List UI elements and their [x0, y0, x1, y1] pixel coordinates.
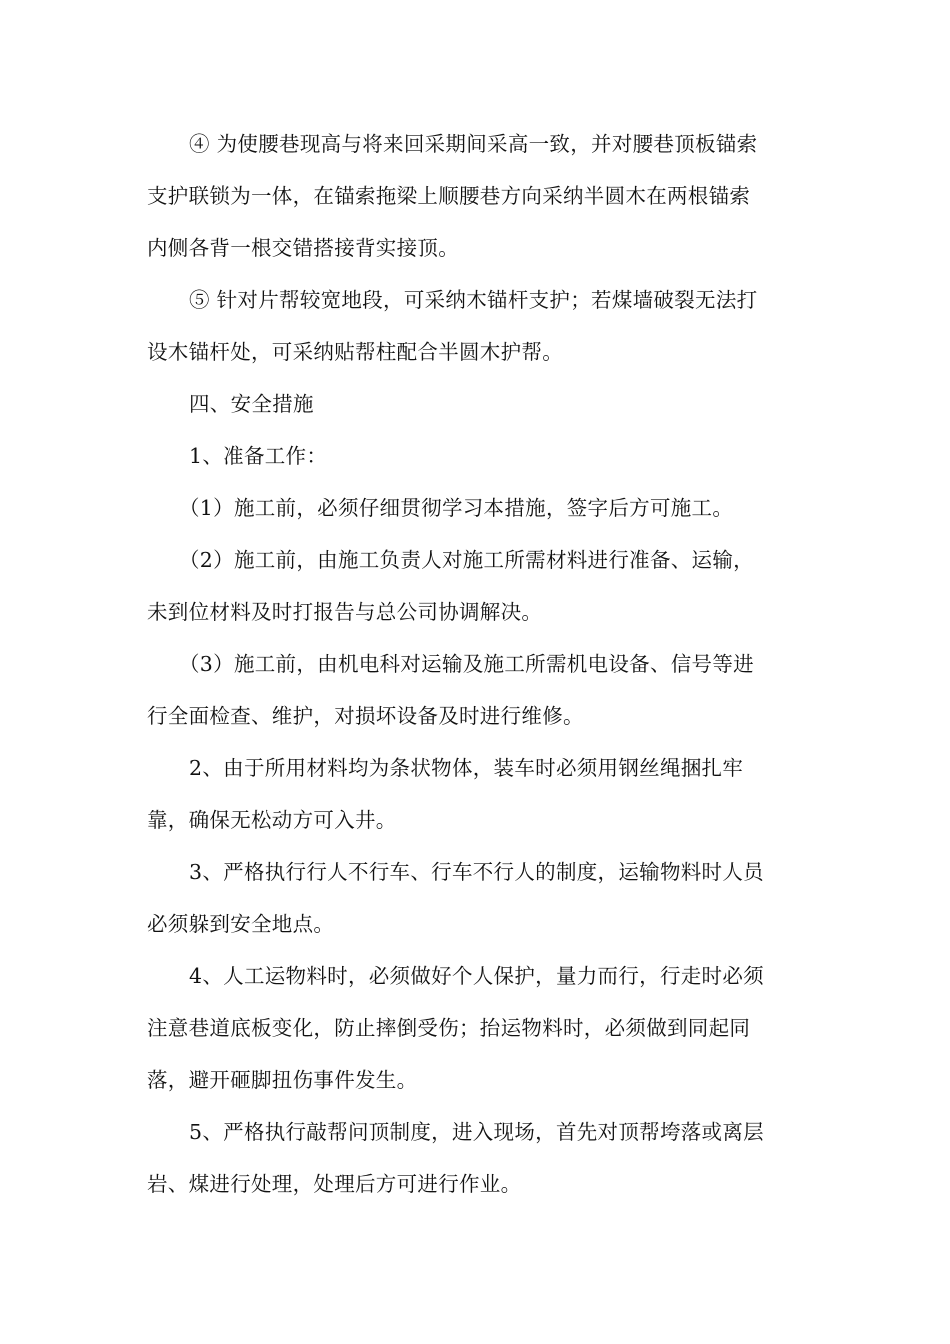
document-body — [147, 118, 807, 1210]
list-item-2 — [147, 534, 807, 638]
text-line: 岩、煤进行处理，处理后方可进行作业。 — [147, 1172, 522, 1196]
list-item-3 — [147, 638, 807, 742]
text-line: ⑤ 针对片帮较宽地段，可采纳木锚杆支护；若煤墙破裂无法打 — [189, 288, 758, 312]
text-line: （2）施工前，由施工负责人对施工所需材料进行准备、运输， — [179, 548, 754, 572]
paragraph-roof-check — [147, 1106, 807, 1210]
text-line: （3）施工前，由机电科对运输及施工所需机电设备、信号等进 — [179, 652, 754, 676]
heading-text: 四、安全措施 — [189, 392, 314, 416]
paragraph-rib-support — [147, 274, 807, 378]
subheading-preparation — [147, 430, 807, 482]
text-line: 设木锚杆处，可采纳贴帮柱配合半圆木护帮。 — [147, 340, 563, 364]
text-line: 内侧各背一根交错搭接背实接顶。 — [147, 236, 459, 260]
text-line: 5、严格执行敲帮问顶制度，进入现场，首先对顶帮垮落或离层 — [189, 1120, 764, 1144]
paragraph-transport-rule — [147, 846, 807, 950]
paragraph-roof-support — [147, 118, 807, 274]
paragraph-manual-handling — [147, 950, 807, 1106]
text-line: 靠，确保无松动方可入井。 — [147, 808, 397, 832]
section-heading-safety — [147, 378, 807, 430]
text-line: 必须躲到安全地点。 — [147, 912, 335, 936]
text-line: 未到位材料及时打报告与总公司协调解决。 — [147, 600, 543, 624]
paragraph-loading — [147, 742, 807, 846]
text-line: 落，避开砸脚扭伤事件发生。 — [147, 1068, 418, 1092]
text-line: ④ 为使腰巷现高与将来回采期间采高一致，并对腰巷顶板锚索 — [189, 132, 758, 156]
list-item-1 — [147, 482, 807, 534]
text-line: 支护联锁为一体，在锚索拖梁上顺腰巷方向采纳半圆木在两根锚索 — [147, 184, 751, 208]
text-line: （1）施工前，必须仔细贯彻学习本措施，签字后方可施工。 — [179, 496, 734, 520]
text-line: 2、由于所用材料均为条状物体，装车时必须用钢丝绳捆扎牢 — [189, 756, 744, 780]
heading-text: 1、准备工作： — [189, 444, 328, 468]
text-line: 注意巷道底板变化，防止摔倒受伤；抬运物料时，必须做到同起同 — [147, 1016, 751, 1040]
text-line: 行全面检查、维护，对损坏设备及时进行维修。 — [147, 704, 584, 728]
text-line: 4、人工运物料时，必须做好个人保护，量力而行，行走时必须 — [189, 964, 764, 988]
text-line: 3、严格执行行人不行车、行车不行人的制度，运输物料时人员 — [189, 860, 764, 884]
